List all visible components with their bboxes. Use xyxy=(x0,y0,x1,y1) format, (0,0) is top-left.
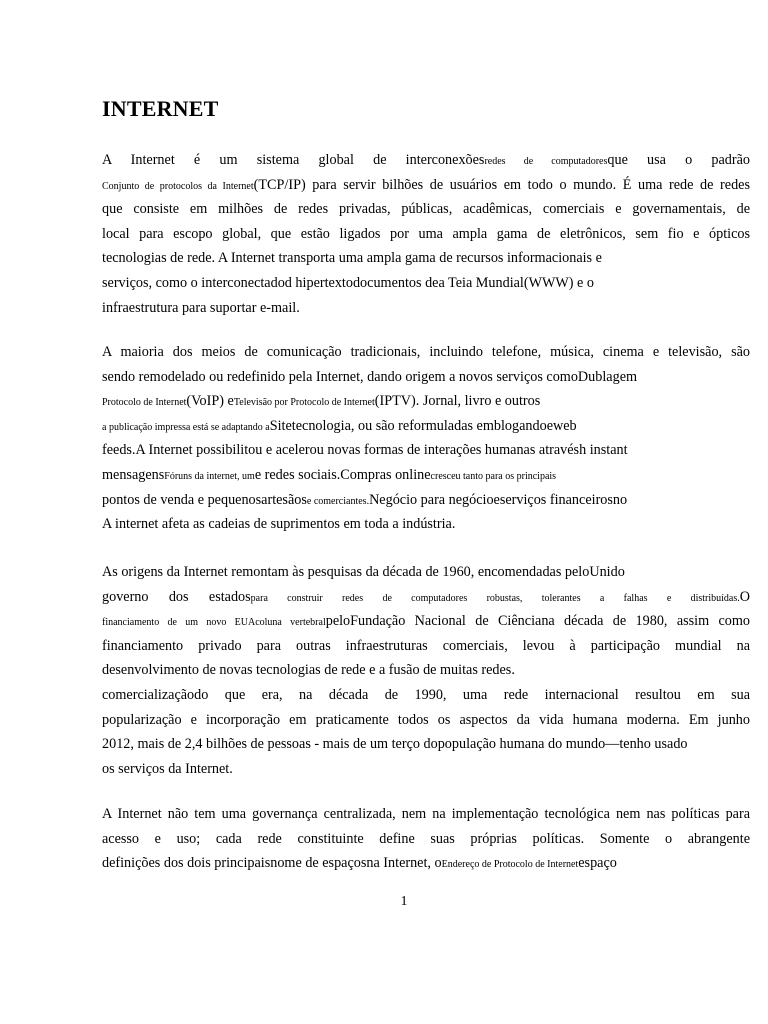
page-number: 1 xyxy=(400,894,408,909)
text-run: que consiste em milhões de redes privadas, públicas, acadêmicas, comerciais e governamentais, de xyxy=(102,201,750,218)
text-run: feeds.A Internet possibilitou e acelerou novas formas de interações humanas atravésh instant xyxy=(102,442,628,459)
text-line xyxy=(102,414,750,439)
text-run: na década de 1980, assim como xyxy=(541,613,751,630)
text-run: local para escopo global, que estão ligados por uma ampla gama de eletrônicos, sem fio e ópticos xyxy=(102,225,750,242)
text-run-small: coluna vertebral xyxy=(255,617,326,629)
text-line xyxy=(102,438,750,463)
text-run: que usa o padrão xyxy=(607,152,751,168)
text-run: espaço xyxy=(578,855,617,872)
paragraph-internet-governance xyxy=(102,802,750,876)
text-run: A Internet é um sistema global de interconexões xyxy=(102,152,485,168)
text-run: A maioria dos meios de comunicação tradicionais, incluindo telefone, música, cinema e televisão, são xyxy=(102,344,750,360)
text-run: 2012, mais de 2,4 bilhões de pessoas - mais de um terço dopopulação humana do mundo—tenho usado xyxy=(102,736,688,753)
text-run-small: a publicação impressa está se adaptando a xyxy=(102,421,270,433)
text-run: os serviços da Internet. xyxy=(102,760,233,777)
text-run: financiamento privado para outras infraestruturas comerciais, levou à participação mundial na xyxy=(102,637,750,654)
text-line xyxy=(102,222,750,247)
text-run-small: Endereço de Protocolo de Internet xyxy=(441,859,579,871)
text-line xyxy=(102,827,750,852)
paragraph-internet-definition xyxy=(102,148,750,320)
paragraph-traditional-media xyxy=(102,340,750,537)
text-line xyxy=(102,708,750,733)
text-line xyxy=(102,271,750,296)
text-run-small: Fóruns da internet, um xyxy=(164,470,255,482)
text-line xyxy=(102,148,750,173)
text-line xyxy=(102,512,750,537)
text-run: sendo remodelado ou redefinido pela Internet, dando origem a novos serviços comoDublagem xyxy=(102,368,638,385)
text-run-small: para construir redes de computadores robustas, tolerantes a falhas e distribuídas. xyxy=(250,592,740,604)
text-line xyxy=(102,365,750,390)
text-line xyxy=(102,463,750,488)
text-run: As origens da Internet remontam às pesquisas da década de 1960, encomendadas peloUnido xyxy=(102,564,625,580)
text-run: serviços, como o interconectadod hipertextodocumentos dea Teia Mundial(WWW) e o xyxy=(102,274,594,291)
text-run-small: redes de computadores xyxy=(484,156,608,167)
text-run: desenvolvimento de novas tecnologias de rede e a fusão de muitas redes. xyxy=(102,662,515,679)
paragraph-internet-origins xyxy=(102,560,750,781)
text-run: Sitetecnologia, ou são reformuladas emblogandoeweb xyxy=(269,417,577,434)
text-line xyxy=(102,173,750,198)
text-run-small: Televisão por Protocolo de Internet xyxy=(233,397,375,409)
text-line xyxy=(102,802,750,827)
text-line xyxy=(102,757,750,782)
text-run-small: cresceu tanto para os principais xyxy=(430,470,557,482)
text-run: governo dos estados xyxy=(102,588,251,605)
text-line xyxy=(102,634,750,659)
text-run: infraestrutura para suportar e-mail. xyxy=(102,299,300,316)
text-run-small: e comerciantes. xyxy=(306,495,370,507)
text-line xyxy=(102,560,750,585)
text-run: peloFundação Nacional de Ciência xyxy=(325,613,542,630)
text-line xyxy=(102,658,750,683)
text-run: definições dos dois principaisnome de espaçosna Internet, o xyxy=(102,855,442,872)
text-line xyxy=(102,296,750,321)
text-run: mensagens xyxy=(102,466,165,483)
text-run: acesso e uso; cada rede constituinte define suas próprias políticas. Somente o abrangente xyxy=(102,830,750,847)
text-run: O xyxy=(739,588,750,605)
text-run: (VoIP) e xyxy=(186,393,234,410)
text-line xyxy=(102,340,750,365)
text-run: A Internet não tem uma governança centralizada, nem na implementação tecnológica nem nas políticas para xyxy=(102,806,750,822)
text-run-small: Conjunto de protocolos da Internet xyxy=(102,180,254,192)
text-run: comercializaçãodo que era, na década de 1990, uma rede internacional resultou em sua xyxy=(102,686,750,703)
text-run: A internet afeta as cadeias de suprimentos em toda a indústria. xyxy=(102,516,456,533)
text-run-small: Protocolo de Internet xyxy=(102,397,187,409)
text-line xyxy=(102,389,750,414)
text-run: (IPTV). Jornal, livro e outros xyxy=(374,393,541,410)
text-line xyxy=(102,585,750,610)
text-line xyxy=(102,732,750,757)
text-line xyxy=(102,197,750,222)
text-run: tecnologias de rede. A Internet transporta uma ampla gama de recursos informacionais e xyxy=(102,250,602,267)
text-run: popularização e incorporação em praticamente todos os aspectos da vida humana moderna. Em junho xyxy=(102,711,750,728)
text-run-small: financiamento de um novo EUA xyxy=(102,617,256,629)
text-line xyxy=(102,851,750,876)
text-line xyxy=(102,488,750,513)
text-line xyxy=(102,609,750,634)
text-run: pontos de venda e pequenosartesãos xyxy=(102,491,307,508)
text-line xyxy=(102,246,750,271)
text-run: (TCP/IP) para servir bilhões de usuários em todo o mundo. É uma rede de redes xyxy=(253,176,750,193)
text-line xyxy=(102,683,750,708)
text-run: Negócio para negócioeserviços financeirosno xyxy=(369,491,628,508)
page-title: INTERNET xyxy=(102,96,219,121)
text-run: e redes sociais.Compras online xyxy=(254,466,431,483)
